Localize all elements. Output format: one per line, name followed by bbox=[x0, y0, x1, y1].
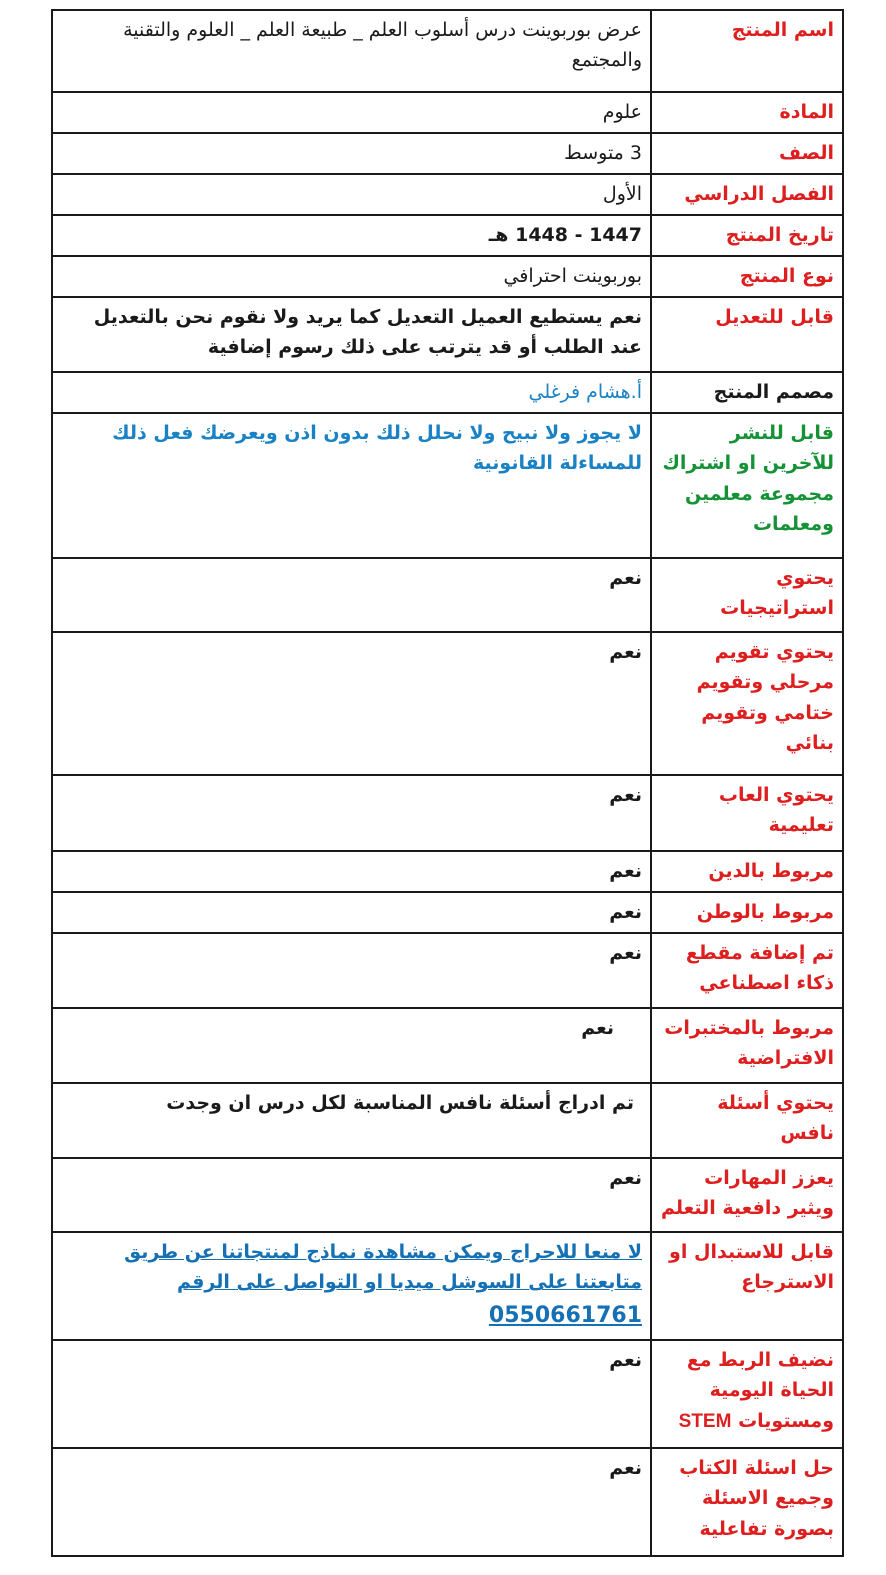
table-row bbox=[52, 1158, 843, 1232]
table-row bbox=[52, 133, 843, 174]
table-row bbox=[52, 1448, 843, 1556]
value-designer: أ.هشام فرغلي bbox=[52, 372, 651, 413]
value-subject: علوم bbox=[52, 92, 651, 133]
label-refund: قابل للاستبدال او الاسترجاع bbox=[651, 1232, 843, 1340]
table-row bbox=[52, 174, 843, 215]
label-religion: مربوط بالدين bbox=[651, 851, 843, 892]
value-product-date: 1447 - 1448 هـ bbox=[52, 215, 651, 256]
value-assessment: نعم bbox=[52, 632, 651, 775]
label-ai-clip: تم إضافة مقطع ذكاء اصطناعي bbox=[651, 933, 843, 1008]
table-row bbox=[52, 92, 843, 133]
label-strategies: يحتوي استراتيجيات bbox=[651, 558, 843, 632]
label-product-date: تاريخ المنتج bbox=[651, 215, 843, 256]
table-row bbox=[52, 372, 843, 413]
label-stem-text: STEM bbox=[678, 1410, 732, 1432]
value-ai-clip: نعم bbox=[52, 933, 651, 1008]
table-row bbox=[52, 297, 843, 372]
value-refund bbox=[52, 1232, 651, 1340]
value-editable: نعم يستطيع العميل التعديل كما يريد ولا نقوم نحن بالتعديل عند الطلب أو قد يترتب على ذلك رسوم إضافية bbox=[52, 297, 651, 372]
label-semester: الفصل الدراسي bbox=[651, 174, 843, 215]
label-assessment: يحتوي تقويم مرحلي وتقويم ختامي وتقويم بنائي bbox=[651, 632, 843, 775]
table-row bbox=[52, 851, 843, 892]
label-nation: مربوط بالوطن bbox=[651, 892, 843, 933]
label-designer: مصمم المنتج bbox=[651, 372, 843, 413]
value-games: نعم bbox=[52, 775, 651, 851]
table-row bbox=[52, 1083, 843, 1158]
label-nafs-questions: يحتوي أسئلة نافس bbox=[651, 1083, 843, 1158]
product-spec-table bbox=[51, 9, 844, 1557]
value-publishable: لا يجوز ولا نبيح ولا نحلل ذلك بدون اذن ويعرضك فعل ذلك للمساءلة القانونية bbox=[52, 413, 651, 558]
label-virtual-labs: مربوط بالمختبرات الافتراضية bbox=[651, 1008, 843, 1083]
label-book-questions: حل اسئلة الكتاب وجميع الاسئلة بصورة تفاعلية bbox=[651, 1448, 843, 1556]
value-product-type: بوربوينت احترافي bbox=[52, 256, 651, 297]
value-religion: نعم bbox=[52, 851, 651, 892]
label-product-name: اسم المنتج bbox=[651, 10, 843, 92]
table-row bbox=[52, 1340, 843, 1448]
table-row bbox=[52, 1008, 843, 1083]
label-editable: قابل للتعديل bbox=[651, 297, 843, 372]
label-daily-life-text: نضيف الربط مع الحياة اليومية ومستويات bbox=[686, 1349, 834, 1432]
label-subject: المادة bbox=[651, 92, 843, 133]
value-grade: 3 متوسط bbox=[52, 133, 651, 174]
value-book-questions: نعم bbox=[52, 1448, 651, 1556]
phone-number-link[interactable]: 0550661761 bbox=[488, 1302, 642, 1328]
label-daily-life-stem bbox=[651, 1340, 843, 1448]
table-row bbox=[52, 933, 843, 1008]
table-row bbox=[52, 558, 843, 632]
label-publishable: قابل للنشر للآخرين او اشتراك مجموعة معلمين ومعلمات bbox=[651, 413, 843, 558]
value-nation: نعم bbox=[52, 892, 651, 933]
value-nafs-questions: تم ادراج أسئلة نافس المناسبة لكل درس ان وجدت bbox=[52, 1083, 651, 1158]
table-row bbox=[52, 256, 843, 297]
table-row bbox=[52, 215, 843, 256]
label-games: يحتوي العاب تعليمية bbox=[651, 775, 843, 851]
table-row bbox=[52, 10, 843, 92]
value-virtual-labs: نعم bbox=[52, 1008, 651, 1083]
value-strategies: نعم bbox=[52, 558, 651, 632]
label-product-type: نوع المنتج bbox=[651, 256, 843, 297]
table-row bbox=[52, 1232, 843, 1340]
value-semester: الأول bbox=[52, 174, 651, 215]
table-row bbox=[52, 632, 843, 775]
value-product-name: عرض بوربوينت درس أسلوب العلم _ طبيعة العلم _ العلوم والتقنية والمجتمع bbox=[52, 10, 651, 92]
value-skills: نعم bbox=[52, 1158, 651, 1232]
table-row bbox=[52, 892, 843, 933]
table-row bbox=[52, 775, 843, 851]
label-skills: يعزز المهارات ويثير دافعية التعلم bbox=[651, 1158, 843, 1232]
table-row bbox=[52, 413, 843, 558]
value-daily-life-stem: نعم bbox=[52, 1340, 651, 1448]
refund-info-link[interactable]: لا منعا للاحراج ويمكن مشاهدة نماذج لمنتجاتنا عن طريق متابعتنا على السوشل ميديا او التواصل على الرقم bbox=[124, 1241, 642, 1294]
label-grade: الصف bbox=[651, 133, 843, 174]
